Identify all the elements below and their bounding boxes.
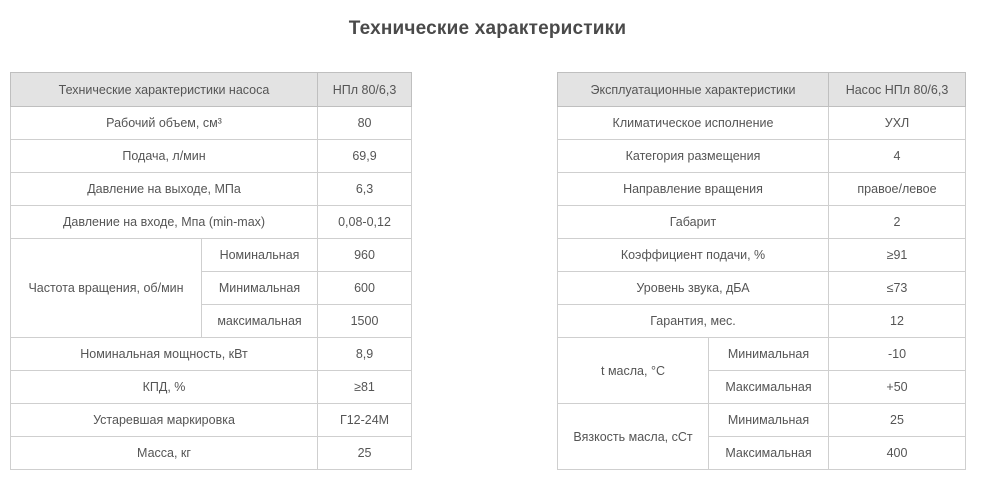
row-value: правое/левое — [829, 173, 966, 206]
table-row — [11, 338, 412, 371]
row-label: Климатическое исполнение — [558, 107, 829, 140]
group-label: Вязкость масла, сСт — [558, 404, 709, 470]
row-value: 4 — [829, 140, 966, 173]
sub-label: Номинальная — [202, 239, 318, 272]
row-label: Габарит — [558, 206, 829, 239]
row-value: 960 — [318, 239, 412, 272]
row-value: 0,08-0,12 — [318, 206, 412, 239]
sub-label: Минимальная — [202, 272, 318, 305]
row-label: Рабочий объем, см³ — [11, 107, 318, 140]
table-row — [11, 107, 412, 140]
row-value: Г12-24М — [318, 404, 412, 437]
row-label: Коэффициент подачи, % — [558, 239, 829, 272]
table-row — [11, 404, 412, 437]
table-row — [558, 272, 966, 305]
table-row — [558, 239, 966, 272]
row-value: 1500 — [318, 305, 412, 338]
table-row — [558, 305, 966, 338]
row-value: УХЛ — [829, 107, 966, 140]
table-row — [558, 140, 966, 173]
table-row — [11, 437, 412, 470]
row-value: 12 — [829, 305, 966, 338]
row-value: 6,3 — [318, 173, 412, 206]
group-label: t масла, °С — [558, 338, 709, 404]
row-label: Направление вращения — [558, 173, 829, 206]
row-value: 2 — [829, 206, 966, 239]
table-row — [11, 206, 412, 239]
sub-label: Максимальная — [709, 437, 829, 470]
row-value: 25 — [318, 437, 412, 470]
row-value: +50 — [829, 371, 966, 404]
table-row — [558, 338, 966, 371]
table-row — [558, 206, 966, 239]
operating-specs-table — [557, 72, 966, 470]
row-label: Масса, кг — [11, 437, 318, 470]
row-label: Гарантия, мес. — [558, 305, 829, 338]
table-row — [558, 107, 966, 140]
sub-label: Минимальная — [709, 404, 829, 437]
column-header: НПл 80/6,3 — [318, 73, 412, 107]
table-row — [558, 173, 966, 206]
row-value: 25 — [829, 404, 966, 437]
row-label: Давление на входе, Мпа (min-max) — [11, 206, 318, 239]
row-value: 80 — [318, 107, 412, 140]
row-label: Устаревшая маркировка — [11, 404, 318, 437]
column-header: Технические характеристики насоса — [11, 73, 318, 107]
table-row — [558, 404, 966, 437]
table-row — [11, 239, 412, 272]
table-header-row — [11, 73, 412, 107]
table-row — [11, 173, 412, 206]
row-value: 400 — [829, 437, 966, 470]
pump-specs-table — [10, 72, 412, 470]
row-value: ≥81 — [318, 371, 412, 404]
page-title: Технические характеристики — [348, 18, 627, 39]
sub-label: Минимальная — [709, 338, 829, 371]
column-header: Эксплуатационные характеристики — [558, 73, 829, 107]
row-label: Подача, л/мин — [11, 140, 318, 173]
row-label: Номинальная мощность, кВт — [11, 338, 318, 371]
row-label: КПД, % — [11, 371, 318, 404]
row-label: Категория размещения — [558, 140, 829, 173]
sub-label: максимальная — [202, 305, 318, 338]
row-value: 8,9 — [318, 338, 412, 371]
row-label: Давление на выходе, МПа — [11, 173, 318, 206]
row-value: -10 — [829, 338, 966, 371]
row-value: 69,9 — [318, 140, 412, 173]
group-label: Частота вращения, об/мин — [11, 239, 202, 338]
table-row — [11, 371, 412, 404]
row-value: ≥91 — [829, 239, 966, 272]
table-header-row — [558, 73, 966, 107]
table-row — [11, 140, 412, 173]
row-label: Уровень звука, дБА — [558, 272, 829, 305]
column-header: Насос НПл 80/6,3 — [829, 73, 966, 107]
row-value: 600 — [318, 272, 412, 305]
sub-label: Максимальная — [709, 371, 829, 404]
row-value: ≤73 — [829, 272, 966, 305]
